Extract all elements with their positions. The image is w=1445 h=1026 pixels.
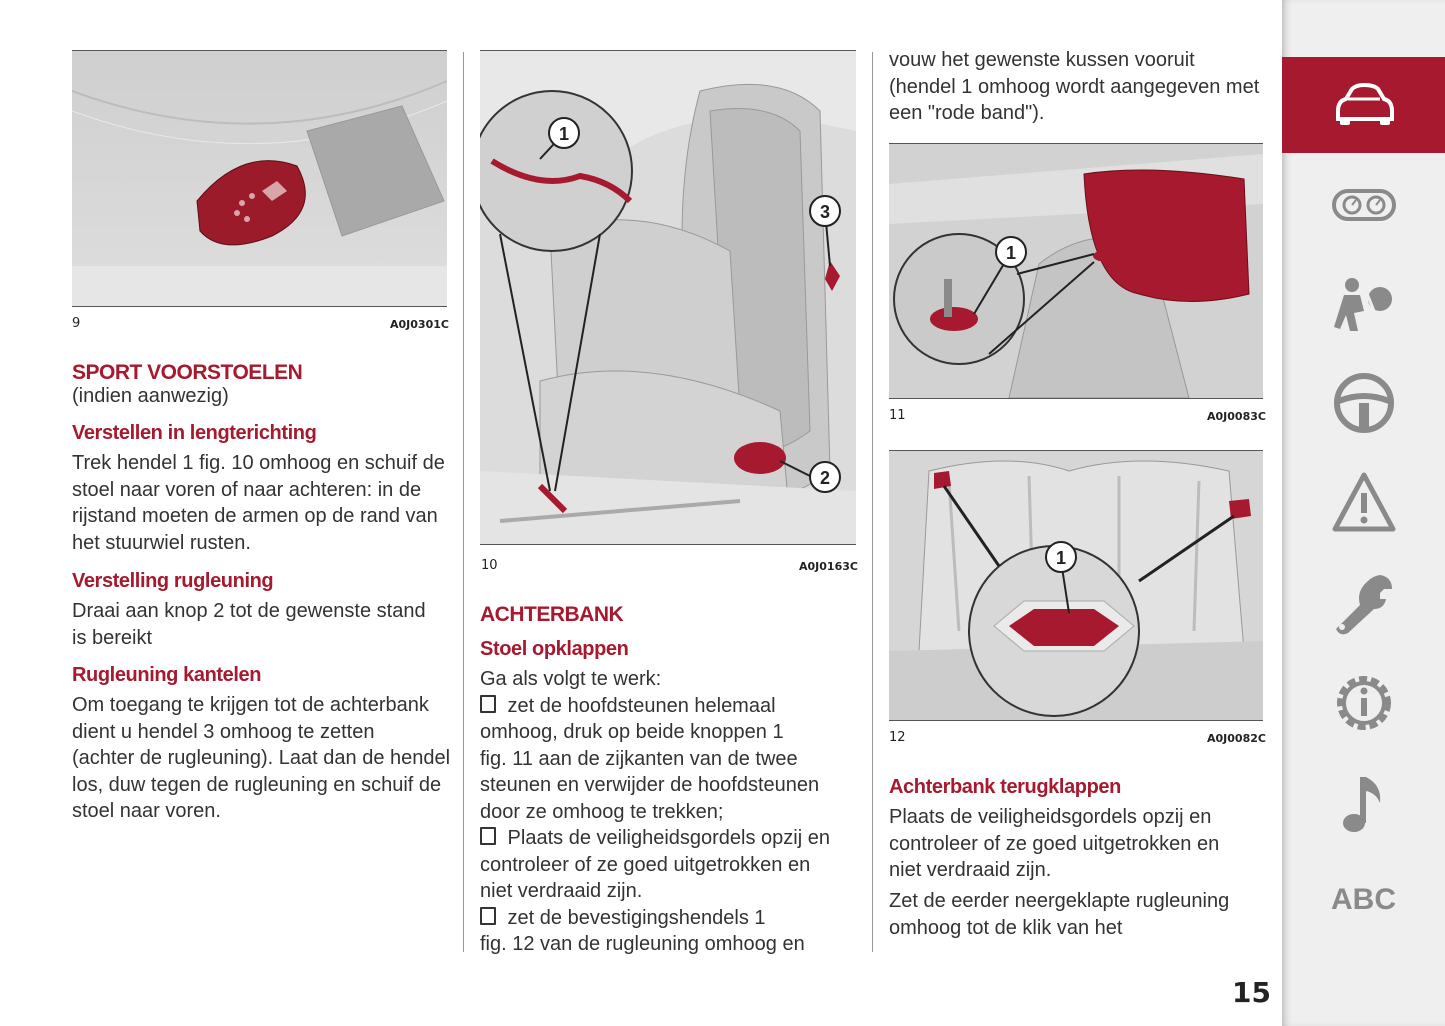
figure-9-image bbox=[72, 50, 447, 307]
page-number: 15 bbox=[1232, 976, 1271, 1009]
dashboard-icon bbox=[1330, 171, 1398, 239]
steering-wheel-icon bbox=[1330, 369, 1398, 437]
airbag-safety-icon bbox=[1330, 271, 1398, 339]
figure-9-code: A0J0301C bbox=[390, 318, 449, 331]
figure-9-number: 9 bbox=[72, 316, 81, 331]
section-subtitle: (indien aanwezig) bbox=[72, 385, 229, 407]
heading-verstelling-rugleuning: Verstelling rugleuning bbox=[72, 570, 274, 592]
heading-stoel-opklappen: Stoel opklappen bbox=[480, 638, 629, 660]
warning-triangle-icon bbox=[1330, 469, 1398, 537]
figure-10-code: A0J0163C bbox=[799, 560, 858, 573]
sidebar-item-safety[interactable] bbox=[1282, 257, 1445, 353]
sidebar-item-technical[interactable] bbox=[1282, 655, 1445, 751]
checkbox-bullet-icon bbox=[480, 827, 496, 845]
paragraph-terugklappen-1: Plaats de veiligheidsgordels opzij en controleer of ze goed uitgetrokken en niet verdraaid zijn. bbox=[889, 806, 1220, 881]
figure-12-image bbox=[889, 450, 1263, 721]
sidebar-item-steering[interactable] bbox=[1282, 355, 1445, 451]
chapter-sidebar bbox=[1282, 0, 1445, 1026]
figure-12-number: 12 bbox=[889, 730, 906, 745]
section-title-achterbank: ACHTERBANK bbox=[480, 603, 624, 626]
info-gear-icon bbox=[1330, 669, 1398, 737]
sidebar-item-maintenance[interactable] bbox=[1282, 555, 1445, 651]
fig10-callout-3: 3 bbox=[819, 202, 831, 222]
sidebar-item-multimedia[interactable] bbox=[1282, 755, 1445, 851]
heading-achterbank-terugklappen: Achterbank terugklappen bbox=[889, 776, 1121, 798]
figure-10-image bbox=[480, 50, 856, 545]
figure-11-image bbox=[889, 143, 1263, 399]
sidebar-item-dashboard[interactable] bbox=[1282, 157, 1445, 253]
paragraph-rugleuning: Draai aan knop 2 tot de gewenste stand is bereikt bbox=[72, 600, 426, 649]
paragraph-lengterichting: Trek hendel 1 fig. 10 omhoog en schuif de stoel naar voren of naar achteren: in de rijstand moeten de armen op de rand van het stuurwiel rusten. bbox=[72, 452, 445, 554]
paragraph-opklappen: Ga als volgt te werk: zet de hoofdsteunen helemaal omhoog, druk op beide knoppen 1 fig. 11 aan de zijkanten van de twee steunen en verwijder de hoofdsteunen door ze omhoog te trekken; Plaats de veiligheidsgordels opzij en controleer of ze goed uitgetrokken en niet verdraaid zijn. zet de bevestigingshendels 1 fig. 12 van de rugleuning omhoog en bbox=[480, 668, 830, 955]
heading-verstellen-lengterichting: Verstellen in lengterichting bbox=[72, 422, 317, 444]
fig11-callout-1: 1 bbox=[1005, 243, 1017, 263]
figure-10-number: 10 bbox=[481, 558, 498, 573]
column-divider-1 bbox=[463, 52, 464, 952]
fig10-callout-1: 1 bbox=[558, 124, 570, 144]
paragraph-continued: vouw het gewenste kussen vooruit (hendel 1 omhoog wordt aangegeven met een "rode band"). bbox=[889, 49, 1260, 124]
figure-11-code: A0J0083C bbox=[1207, 410, 1266, 423]
figure-12-code: A0J0082C bbox=[1207, 732, 1266, 745]
checkbox-bullet-icon bbox=[480, 907, 496, 925]
column-divider-2 bbox=[872, 52, 873, 952]
checkbox-bullet-icon bbox=[480, 695, 496, 713]
fig12-callout-1: 1 bbox=[1055, 548, 1067, 568]
fig10-callout-2: 2 bbox=[819, 468, 831, 488]
section-title-sport-voorstoelen: SPORT VOORSTOELEN bbox=[72, 361, 303, 384]
sidebar-item-warning[interactable] bbox=[1282, 455, 1445, 551]
figure-11-number: 11 bbox=[889, 408, 906, 423]
paragraph-kantelen: Om toegang te krijgen tot de achterbank dient u hendel 3 omhoog te zetten (achter de rugleuning). Laat dan de hendel los, duw tegen de rugleuning en schuif de stoel naar voren. bbox=[72, 694, 451, 822]
abc-index-label: ABC bbox=[1331, 883, 1396, 916]
wrench-icon bbox=[1330, 569, 1398, 637]
paragraph-terugklappen-2: Zet de eerder neergeklapte rugleuning omhoog tot de klik van het bbox=[889, 890, 1230, 939]
sidebar-item-index[interactable] bbox=[1282, 852, 1445, 948]
heading-rugleuning-kantelen: Rugleuning kantelen bbox=[72, 664, 262, 686]
car-icon bbox=[1330, 71, 1398, 139]
music-note-icon bbox=[1330, 769, 1398, 837]
sidebar-item-car[interactable] bbox=[1282, 57, 1445, 153]
